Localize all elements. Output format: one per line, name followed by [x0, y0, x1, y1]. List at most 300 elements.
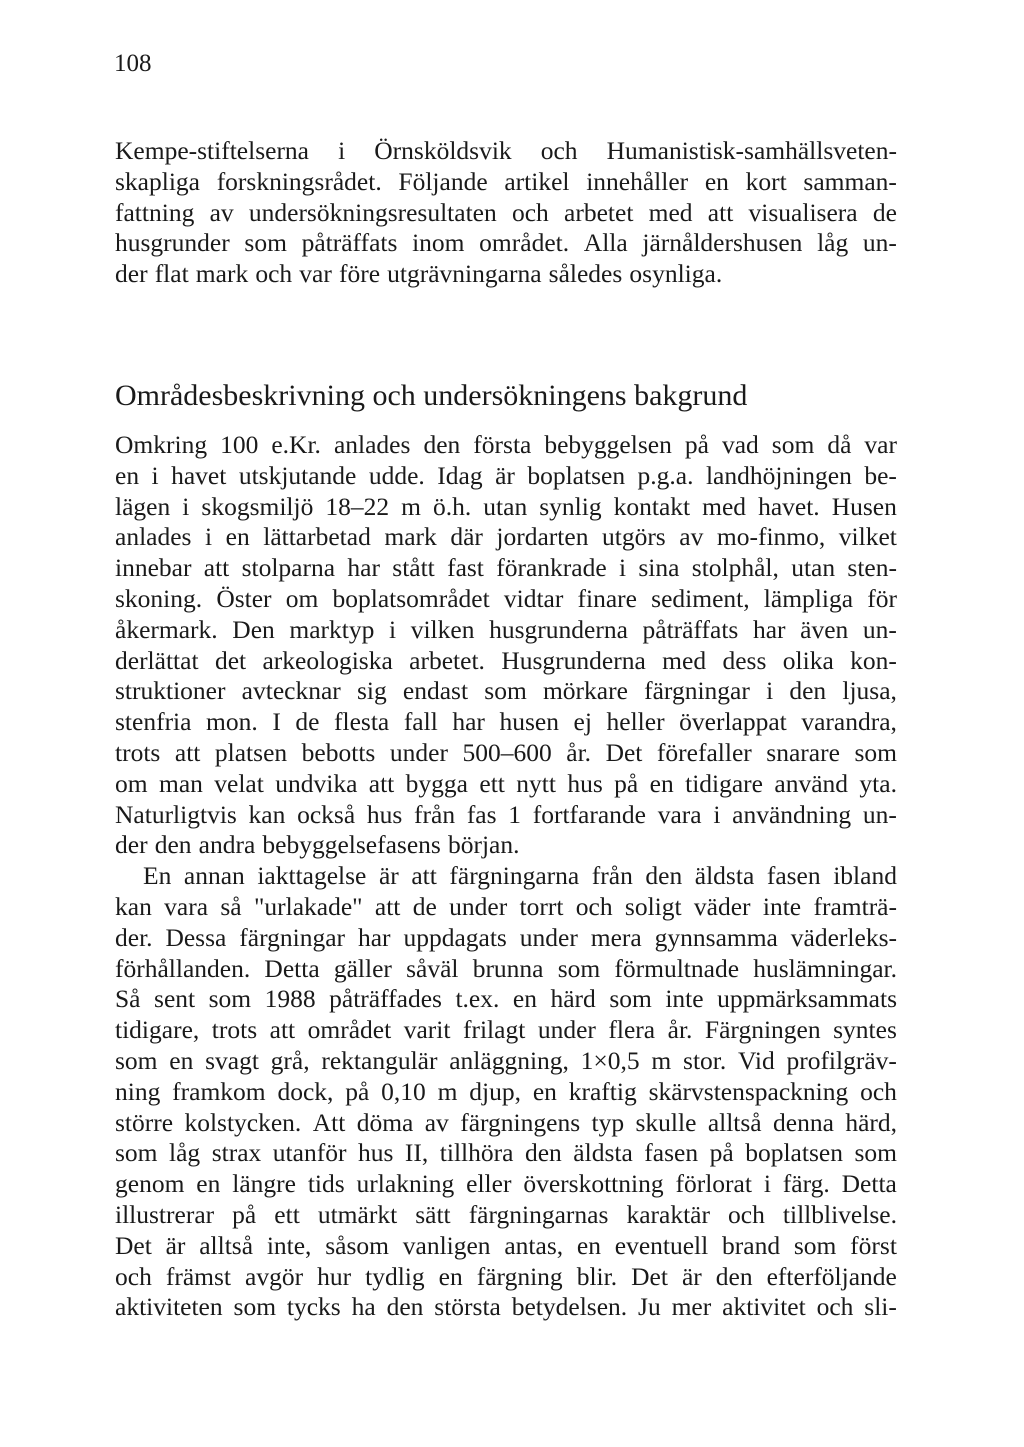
word: innehåller	[586, 166, 689, 196]
word: efterföljande	[766, 1261, 897, 1291]
word: i	[182, 491, 190, 521]
word: yta.	[859, 768, 897, 798]
word: hus	[357, 1138, 394, 1168]
word: vanligen	[402, 1230, 491, 1260]
word: Öster	[216, 583, 272, 613]
word: ej	[573, 707, 592, 737]
word: påträffades	[329, 984, 442, 1014]
text-line	[115, 984, 897, 1015]
word: blir.	[576, 1261, 618, 1291]
word: området.	[479, 228, 570, 258]
text-line	[115, 228, 897, 259]
text-line	[115, 136, 897, 167]
word: karaktär	[626, 1199, 710, 1229]
word: kort	[745, 166, 787, 196]
word: tidigare,	[115, 1015, 200, 1045]
word: utgrävningarna	[387, 259, 542, 289]
word: så	[220, 891, 242, 921]
text-line	[115, 198, 897, 229]
word: tydlig	[365, 1261, 425, 1291]
text-line	[115, 800, 897, 831]
word: Den	[232, 614, 275, 644]
word: ett	[479, 768, 505, 798]
word: under	[537, 1015, 596, 1045]
word: annan	[183, 861, 245, 891]
word: för	[867, 583, 897, 613]
word: använd	[774, 768, 849, 798]
word: undvika	[275, 768, 358, 798]
word: undersökningsresultaten	[248, 197, 497, 227]
word: främst	[165, 1261, 231, 1291]
word: Att	[312, 1107, 346, 1137]
word: förankrade	[496, 553, 607, 583]
text-line	[115, 553, 897, 584]
word: den	[524, 1138, 562, 1168]
word: p.g.a.	[637, 460, 694, 490]
word: II,	[404, 1138, 429, 1168]
word: lämpliga	[763, 583, 854, 613]
word: att	[707, 197, 734, 227]
text-line	[115, 861, 897, 892]
word: genom	[115, 1169, 185, 1199]
word: huslämningar.	[753, 953, 897, 983]
word: I	[272, 707, 281, 737]
word: visualisera	[748, 197, 858, 227]
word: år.	[566, 737, 592, 767]
word: flesta	[334, 707, 390, 737]
word: härd,	[845, 1107, 897, 1137]
word: soligt	[624, 891, 682, 921]
word: att	[368, 768, 395, 798]
word: samman-	[803, 166, 897, 196]
word: i	[766, 676, 774, 706]
word: vilket	[838, 522, 897, 552]
word: ett	[274, 1199, 300, 1229]
word: i	[713, 799, 721, 829]
word: eller	[466, 1169, 512, 1199]
word: under	[449, 891, 508, 921]
word: de	[295, 707, 320, 737]
word: och	[816, 1292, 854, 1322]
word: m	[651, 1045, 672, 1075]
word: m	[401, 491, 421, 521]
word: på	[232, 1199, 257, 1229]
word: att	[374, 891, 401, 921]
word: osynliga.	[629, 259, 723, 289]
word: av	[209, 197, 234, 227]
word: Humanistisk-samhällsveten-	[606, 136, 897, 165]
word: skulle	[635, 1107, 697, 1137]
word: husen	[499, 707, 559, 737]
word: alltså	[199, 1230, 254, 1260]
word: "urlakade"	[253, 891, 363, 921]
word: brand	[722, 1230, 781, 1260]
word: förefaller	[656, 737, 752, 767]
word: stor.	[683, 1045, 727, 1075]
word: torrt	[519, 891, 564, 921]
word: på	[345, 1076, 370, 1106]
word: Det	[115, 1230, 152, 1260]
word: man	[158, 768, 203, 798]
word: un-	[862, 799, 897, 829]
word: som	[793, 1230, 837, 1260]
word: iakttagelse	[257, 861, 367, 891]
word: ibland	[833, 861, 897, 891]
word: aktivitet	[722, 1292, 806, 1322]
word: fast	[447, 553, 484, 583]
text-line	[115, 1046, 897, 1077]
word: om	[285, 583, 319, 613]
word: denna	[773, 1107, 834, 1137]
word: 18–22	[325, 491, 390, 521]
word: En	[143, 861, 172, 891]
word: mon.	[206, 707, 258, 737]
word: bebyggelsefasens	[262, 830, 441, 860]
word: arbetet.	[409, 645, 485, 675]
word: udde.	[368, 460, 425, 490]
word: förlorat	[675, 1169, 752, 1199]
word: boplatsen	[527, 460, 626, 490]
word: havet.	[758, 491, 820, 521]
word: sätt	[415, 1199, 451, 1229]
word: av	[679, 522, 704, 552]
word: början.	[447, 830, 520, 860]
word: är	[378, 861, 399, 891]
word: Ju	[638, 1292, 661, 1322]
word: som	[115, 1045, 158, 1075]
word: tillblivelse.	[782, 1199, 897, 1229]
text-line	[115, 461, 897, 492]
word: skogsmiljö	[201, 491, 314, 521]
word: bebotts	[301, 737, 376, 767]
word: stolphål,	[691, 553, 779, 583]
word: utan	[791, 553, 836, 583]
word: artikel	[504, 166, 570, 196]
word: låg	[817, 228, 849, 258]
word: uppmärksammats	[717, 984, 897, 1014]
word: un-	[862, 614, 897, 644]
word: på	[614, 768, 639, 798]
word: djup,	[469, 1076, 522, 1106]
word: gäller	[333, 953, 392, 983]
word: svagt	[205, 1045, 259, 1075]
word: inte	[665, 984, 704, 1014]
word: heller	[606, 707, 665, 737]
word: anläggning,	[449, 1045, 569, 1075]
word: marktyp	[289, 614, 375, 644]
word: i	[763, 1169, 771, 1199]
word: om	[115, 768, 148, 798]
text-line	[115, 1200, 897, 1231]
word: området	[307, 1015, 392, 1045]
word: olika	[782, 645, 834, 675]
word: som	[771, 430, 815, 459]
word: 100	[220, 430, 259, 459]
word: sig	[356, 676, 387, 706]
text-line	[115, 954, 897, 985]
word: en	[512, 984, 537, 1014]
section-heading: Områdesbeskrivning och undersökningens bakgrund	[115, 379, 748, 412]
word: fasen	[644, 1138, 699, 1168]
word: vara	[164, 891, 209, 921]
word: som	[115, 1138, 158, 1168]
word: de	[412, 891, 437, 921]
word: är	[165, 1230, 186, 1260]
word: alltså	[707, 1107, 762, 1137]
word: väder	[693, 891, 751, 921]
word: e.Kr.	[271, 430, 321, 459]
word: Kempe-stiftelserna	[115, 136, 310, 165]
word: kontakt	[613, 491, 691, 521]
word: första	[473, 430, 532, 459]
word: frilagt	[462, 1015, 526, 1045]
word: Vid	[737, 1045, 775, 1075]
text-line	[115, 923, 897, 954]
word: un-	[862, 228, 897, 258]
word: färg.	[782, 1169, 830, 1199]
word: vidtar	[503, 583, 564, 613]
text-line	[115, 492, 897, 523]
word: största	[434, 1292, 501, 1322]
word: kan	[115, 891, 152, 921]
word: Alla	[583, 228, 628, 258]
word: såväl	[406, 953, 459, 983]
word: husgrunderna	[489, 614, 628, 644]
word: åkermark.	[115, 614, 218, 644]
word: som	[233, 1292, 277, 1322]
word: på	[709, 1138, 734, 1168]
word: färgningens	[460, 1107, 581, 1137]
word: var	[299, 259, 332, 289]
word: antas,	[504, 1230, 564, 1260]
word: från	[414, 799, 456, 829]
word: att	[269, 1015, 296, 1045]
word: mer	[671, 1292, 712, 1322]
word: brunna	[472, 953, 544, 983]
word: har	[452, 707, 485, 737]
word: således	[548, 259, 623, 289]
word: överskottning	[523, 1169, 664, 1199]
word: 0,10	[381, 1076, 426, 1106]
word: anlades	[115, 522, 192, 552]
word: Detta	[841, 1169, 897, 1199]
word: och	[728, 1199, 765, 1229]
word: den	[789, 676, 827, 706]
word: be-	[864, 460, 897, 490]
word: t.ex.	[455, 984, 500, 1014]
word: med	[702, 491, 747, 521]
word: Husen	[831, 491, 897, 521]
word: der.	[115, 922, 153, 952]
word: lägen	[115, 491, 171, 521]
word: som	[854, 1138, 897, 1168]
word: fasen	[766, 861, 821, 891]
word: tids	[307, 1169, 345, 1199]
word: 1	[508, 799, 522, 829]
word: grå,	[270, 1045, 310, 1075]
word: avgör	[245, 1261, 304, 1291]
word: fas	[466, 799, 497, 829]
text-line	[115, 830, 897, 861]
word: de	[872, 197, 897, 227]
word: före	[338, 259, 381, 289]
word: och	[115, 1261, 152, 1291]
word: som	[557, 953, 601, 983]
word: gynnsamma	[654, 922, 778, 952]
word: som	[244, 228, 287, 258]
word: ö.h.	[433, 491, 472, 521]
word: en	[196, 1169, 221, 1199]
word: såsom	[325, 1230, 389, 1260]
word: betydelsen.	[511, 1292, 628, 1322]
word: mark	[195, 259, 249, 289]
word: skapliga	[115, 166, 200, 196]
word: mörkare	[542, 676, 628, 706]
word: inte	[762, 891, 802, 921]
word: utgörs	[601, 522, 666, 552]
word: stenfria	[115, 707, 192, 737]
word: en	[225, 522, 250, 552]
word: varit	[403, 1015, 451, 1045]
word: der	[115, 259, 148, 289]
word: dock,	[277, 1076, 334, 1106]
word: förmultnade	[614, 953, 740, 983]
word: också	[297, 799, 356, 829]
word: illustrerar	[115, 1199, 215, 1229]
word: uppdagats	[403, 922, 507, 952]
word: under	[389, 737, 448, 767]
word: framkom	[172, 1076, 266, 1106]
word: utskjutande	[238, 460, 357, 490]
text-line	[115, 646, 897, 677]
word: är	[495, 460, 515, 490]
word: arkeologiska	[262, 645, 393, 675]
word: Färgningen	[704, 1015, 821, 1045]
word: tillhöra	[439, 1138, 514, 1168]
word: husgrunder	[115, 228, 230, 258]
word: Husgrunderna	[501, 645, 646, 675]
word: 1988	[264, 984, 316, 1014]
word: var	[864, 430, 897, 459]
text-line	[115, 892, 897, 923]
word: tycks	[286, 1292, 341, 1322]
word: stått	[392, 553, 435, 583]
word: och	[860, 1076, 897, 1106]
word: har	[357, 922, 391, 952]
word: Det	[605, 737, 643, 767]
word: 1×0,5	[580, 1045, 640, 1075]
word: en	[532, 1076, 557, 1106]
word: arbetet	[564, 197, 634, 227]
word: bygga	[405, 768, 468, 798]
word: påträffats	[642, 614, 739, 644]
word: andra	[198, 830, 256, 860]
word: överlappat	[679, 707, 787, 737]
word: i	[338, 136, 346, 165]
word: stolparna	[241, 553, 336, 583]
page-number: 108	[114, 50, 152, 77]
word: användning	[732, 799, 852, 829]
word: fattning	[115, 197, 195, 227]
word: Följande	[398, 166, 488, 196]
text-line	[115, 1138, 897, 1169]
word: skärvstenspackning	[648, 1076, 849, 1106]
word: vad	[721, 430, 759, 459]
word: en	[115, 460, 140, 490]
word: tidigare	[685, 768, 763, 798]
text-line	[115, 584, 897, 615]
word: mo-finmo,	[716, 522, 826, 552]
text-line	[115, 1015, 897, 1046]
word: i	[205, 522, 213, 552]
word: en	[704, 166, 729, 196]
word: framträ-	[813, 891, 897, 921]
word: under	[519, 922, 578, 952]
word: färgningarna	[449, 861, 580, 891]
word: som	[854, 737, 897, 767]
word: och	[511, 197, 549, 227]
word: år.	[667, 1015, 693, 1045]
text-line	[115, 1108, 897, 1139]
word: järnåldershusen	[642, 228, 803, 258]
word: utanför	[272, 1138, 347, 1168]
word: av	[424, 1107, 449, 1137]
word: Det	[631, 1261, 668, 1291]
word: ljusa,	[842, 676, 897, 706]
word: en	[438, 1261, 463, 1291]
word: på	[684, 430, 709, 459]
word: i	[618, 553, 627, 583]
word: färgningar	[644, 676, 750, 706]
word: ha	[351, 1292, 376, 1322]
text-line	[115, 738, 897, 769]
word: ning	[115, 1076, 161, 1106]
word: sent	[154, 984, 196, 1014]
word: vilken	[410, 614, 475, 644]
word: fortfarande	[532, 799, 646, 829]
word: havet	[171, 460, 227, 490]
word: bebyggelsen	[544, 430, 672, 459]
word: strax	[211, 1138, 262, 1168]
word: färgningar	[239, 922, 346, 952]
word: hur	[317, 1261, 352, 1291]
word: platsen	[214, 737, 288, 767]
word: äldsta	[573, 1138, 633, 1168]
word: längre	[232, 1169, 296, 1199]
word: m	[437, 1076, 458, 1106]
word: syntes	[833, 1015, 897, 1045]
word: härd	[550, 984, 596, 1014]
word: snarare	[766, 737, 840, 767]
word: lättarbetad	[263, 522, 371, 552]
text-line	[115, 707, 897, 738]
word: avtecknar	[241, 676, 341, 706]
word: att	[411, 861, 437, 891]
word: landhöjningen	[705, 460, 852, 490]
word: att	[174, 737, 201, 767]
word: en	[576, 1230, 601, 1260]
text-line	[115, 167, 897, 198]
word: förhållanden.	[115, 953, 251, 983]
word: Detta	[264, 953, 320, 983]
word: även	[800, 614, 849, 644]
word: der	[115, 830, 148, 860]
word: trots	[115, 737, 161, 767]
word: endast	[402, 676, 469, 706]
text-line	[115, 1077, 897, 1108]
word: den	[423, 430, 461, 459]
word: velat	[214, 768, 264, 798]
